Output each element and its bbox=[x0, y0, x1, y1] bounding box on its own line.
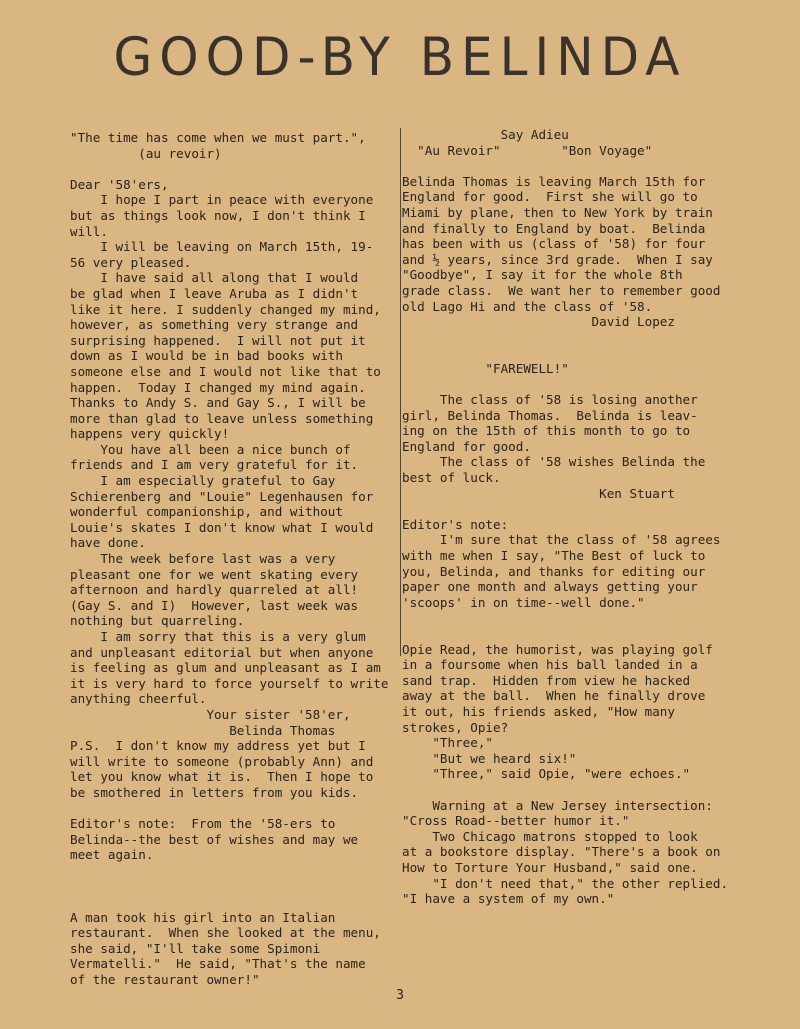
text-line: Vermatelli." He said, "That's the name bbox=[70, 956, 366, 972]
text-line: "I don't need that," the other replied. bbox=[402, 875, 729, 891]
text-line bbox=[70, 161, 400, 177]
text-line: "FAREWELL!" bbox=[402, 360, 569, 376]
text-line: The class of '58 is losing another bbox=[402, 392, 698, 408]
text-line: more than glad to leave unless something bbox=[70, 410, 374, 426]
text-line bbox=[402, 345, 747, 361]
text-line: "The time has come when we must part.", bbox=[70, 130, 366, 145]
text-line: ing on the 15th of this month to go to bbox=[402, 423, 691, 439]
text-line: be glad when I leave Aruba as I didn't bbox=[70, 285, 359, 301]
text-line: has been with us (class of '58) for four bbox=[402, 236, 706, 252]
text-line: Say Adieu bbox=[402, 127, 569, 142]
text-line: will. bbox=[70, 223, 108, 239]
text-line: it out, his friends asked, "How many bbox=[402, 703, 675, 719]
text-line: will write to someone (probably Ann) and bbox=[70, 753, 374, 769]
text-line bbox=[402, 377, 747, 393]
text-line: best of luck. bbox=[402, 470, 501, 486]
text-line: "I have a system of my own." bbox=[402, 891, 615, 907]
text-line: sand trap. Hidden from view he hacked bbox=[402, 672, 691, 688]
text-line bbox=[402, 501, 747, 517]
text-line: Ken Stuart bbox=[402, 485, 675, 501]
text-line bbox=[402, 782, 747, 798]
text-line: pleasant one for we went skating every bbox=[70, 566, 359, 582]
text-line: like it here. I suddenly changed my mind, bbox=[70, 301, 381, 317]
text-line bbox=[402, 626, 747, 642]
text-line: Editor's note: bbox=[402, 516, 509, 532]
text-line: "Goodbye", I say it for the whole 8th bbox=[402, 267, 683, 283]
text-line: Belinda--the best of wishes and may we bbox=[70, 831, 359, 847]
text-line: and finally to England by boat. Belinda bbox=[402, 220, 706, 236]
text-line: I will be leaving on March 15th, 19- bbox=[70, 239, 374, 255]
text-line: she said, "I'll take some Spimoni bbox=[70, 940, 321, 956]
text-line: Thanks to Andy S. and Gay S., I will be bbox=[70, 395, 366, 411]
text-line: Opie Read, the humorist, was playing golf bbox=[402, 641, 713, 657]
text-line: "Three," bbox=[402, 735, 493, 751]
text-line bbox=[70, 894, 400, 910]
text-line: I am sorry that this is a very glum bbox=[70, 629, 366, 644]
text-line: meet again. bbox=[70, 847, 154, 863]
right-column bbox=[402, 127, 747, 907]
text-line: old Lago Hi and the class of '58. bbox=[402, 298, 653, 314]
text-line bbox=[70, 879, 400, 895]
text-line: I hope I part in peace with everyone bbox=[70, 192, 374, 208]
text-line: and unpleasant editorial but when anyone bbox=[70, 644, 374, 660]
text-line: in a foursome when his ball landed in a bbox=[402, 657, 698, 673]
text-line: of the restaurant owner!" bbox=[70, 972, 260, 988]
text-line: friends and I am very grateful for it. bbox=[70, 457, 359, 473]
text-line: but as things look now, I don't think I bbox=[70, 207, 366, 223]
text-line: "Au Revoir" "Bon Voyage" bbox=[402, 142, 653, 158]
text-line: "But we heard six!" bbox=[402, 750, 577, 766]
text-line: (au revoir) bbox=[70, 145, 222, 161]
text-line: Dear '58'ers, bbox=[70, 176, 169, 192]
text-line: wonderful companionship, and without bbox=[70, 504, 343, 520]
text-line: Your sister '58'er, bbox=[70, 706, 351, 722]
page-title: GOOD-BY BELINDA bbox=[113, 26, 687, 88]
text-line: it is very hard to force yourself to write bbox=[70, 675, 389, 691]
left-column bbox=[70, 130, 400, 988]
text-line bbox=[402, 158, 747, 174]
text-line: let you know what it is. Then I hope to bbox=[70, 769, 374, 785]
text-line bbox=[402, 330, 747, 346]
text-line: away at the ball. When he finally drove bbox=[402, 688, 706, 704]
text-line: however, as something very strange and bbox=[70, 317, 359, 333]
text-line: and ½ years, since 3rd grade. When I say bbox=[402, 251, 713, 267]
text-line: England for good. bbox=[402, 438, 531, 454]
page-number: 3 bbox=[396, 988, 404, 1003]
text-line: happen. Today I changed my mind again. bbox=[70, 379, 366, 395]
text-line: Schierenberg and "Louie" Legenhausen for bbox=[70, 488, 374, 504]
text-line: girl, Belinda Thomas. Belinda is leav- bbox=[402, 407, 698, 423]
text-line bbox=[70, 863, 400, 879]
text-line: How to Torture Your Husband," said one. bbox=[402, 859, 698, 875]
text-line: nothing but quarreling. bbox=[70, 613, 245, 629]
text-line: A man took his girl into an Italian bbox=[70, 909, 336, 925]
text-line: The week before last was a very bbox=[70, 551, 336, 567]
text-line: I have said all along that I would bbox=[70, 270, 359, 286]
text-line: I'm sure that the class of '58 agrees bbox=[402, 532, 721, 548]
text-line: P.S. I don't know my address yet but I bbox=[70, 738, 366, 754]
text-line: Belinda Thomas bbox=[70, 722, 336, 738]
text-line: strokes, Opie? bbox=[402, 719, 509, 735]
text-line: Belinda Thomas is leaving March 15th for bbox=[402, 173, 706, 189]
text-line: down as I would be in bad books with bbox=[70, 348, 343, 364]
text-line: "Cross Road--better humor it." bbox=[402, 813, 630, 829]
text-line: surprising happened. I will not put it bbox=[70, 332, 366, 348]
text-line: be smothered in letters from you kids. bbox=[70, 784, 359, 800]
text-line: You have all been a nice bunch of bbox=[70, 441, 351, 457]
text-line: you, Belinda, and thanks for editing our bbox=[402, 563, 706, 579]
text-line: happens very quickly! bbox=[70, 426, 230, 442]
text-line: afternoon and hardly quarreled at all! bbox=[70, 582, 359, 598]
text-line: Two Chicago matrons stopped to look bbox=[402, 828, 698, 844]
text-line: 'scoops' in on time--well done." bbox=[402, 594, 645, 610]
text-line: have done. bbox=[70, 535, 146, 551]
text-line: paper one month and always getting your bbox=[402, 579, 698, 595]
text-line: (Gay S. and I) However, last week was bbox=[70, 597, 359, 613]
text-line: Miami by plane, then to New York by train bbox=[402, 204, 713, 220]
text-line: Louie's skates I don't know what I would bbox=[70, 519, 374, 535]
text-line: Warning at a New Jersey intersection: bbox=[402, 797, 713, 813]
text-line: grade class. We want her to remember good bbox=[402, 282, 721, 298]
text-line: restaurant. When she looked at the menu, bbox=[70, 925, 381, 941]
text-line: "Three," said Opie, "were echoes." bbox=[402, 766, 691, 782]
text-line: with me when I say, "The Best of luck to bbox=[402, 548, 706, 564]
text-line: The class of '58 wishes Belinda the bbox=[402, 454, 706, 470]
text-line bbox=[70, 801, 400, 817]
text-line: I am especially grateful to Gay bbox=[70, 473, 336, 489]
text-line bbox=[402, 610, 747, 626]
text-line: David Lopez bbox=[402, 314, 675, 330]
text-line: England for good. First she will go to bbox=[402, 189, 698, 205]
column-divider bbox=[400, 128, 401, 656]
text-line: is feeling as glum and unpleasant as I am bbox=[70, 660, 381, 676]
text-line: someone else and I would not like that to bbox=[70, 363, 381, 379]
text-line: at a bookstore display. "There's a book on bbox=[402, 844, 721, 860]
text-line: Editor's note: From the '58-ers to bbox=[70, 816, 336, 832]
text-line: 56 very pleased. bbox=[70, 254, 192, 270]
text-line: anything cheerful. bbox=[70, 691, 207, 707]
